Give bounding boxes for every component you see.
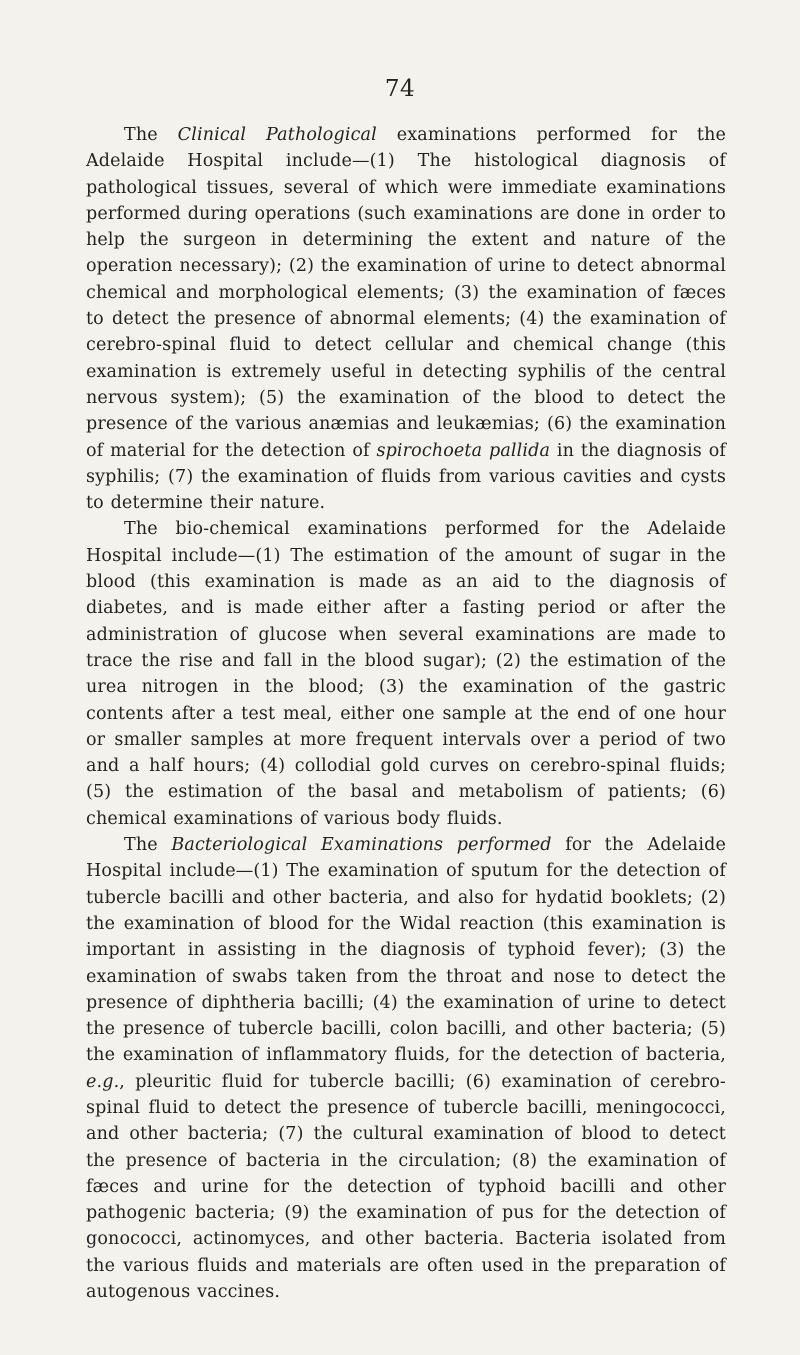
text-segment: The bio-chemical examinations performed for the Adelaide Hospital include—(1) The estimation of the amount of sugar in the blood (this examination is made as an aid to the diagnosis of diabetes, and is made either after a fasting period or after the administration of glucose when several examinations are made to trace the rise and fall in the blood sugar); (2) the estimation of the urea nitrogen in the blood; (3) the examination of the gastric contents after a test meal, either one sample at the end of one hour or smaller samples at more frequent intervals over a period of two and a half hours; (4) collodial gold curves on cerebro-spinal fluids; (5) the estimation of the basal and metabolism of patients; (6) chemical examinations of various body fluids. (86, 519, 726, 829)
italic-text-segment: e.g. (86, 1071, 120, 1092)
page-number: 74 (384, 76, 416, 102)
italic-text-segment: Bacteriological Examinations performed (171, 835, 552, 856)
paragraph-bio-chemical (86, 516, 726, 832)
paragraph-clinical-pathological (86, 122, 726, 516)
text-segment: for the Adelaide Hospital include—(1) The examination of sputum for the detection of tubercle bacilli and other bacteria, and also for hydatid booklets; (2) the examination of blood for the Widal reaction (this examination is important in assisting in the diagnosis of typhoid fever); (3) the examination of swabs taken from the throat and nose to detect the presence of diphtheria bacilli; (4) the examination of urine to detect the presence of tubercle bacilli, colon bacilli, and other bacteria; (5) the examination of inflammatory fluids, for the detection of bacteria, (86, 835, 726, 1066)
body-text (86, 122, 726, 1305)
text-segment: in the diagnosis of syphilis; (7) the examination of fluids from various cavities and cysts to determine their nature. (86, 440, 727, 514)
paragraph-bacteriological (86, 832, 726, 1305)
text-segment: The (124, 835, 172, 856)
text-segment: , pleuritic fluid for tubercle bacilli; (6) examination of cerebro-spinal fluid to detect the presence of tubercle bacilli, meningococci, and other bacteria; (7) the cultural examination of blood to detect the presence of bacteria in the circulation; (8) the examination of fæces and urine for the detection of typhoid bacilli and other pathogenic bacteria; (9) the examination of pus for the detection of gonococci, actinomyces, and other bacteria. Bacteria isolated from the various fluids and materials are often used in the preparation of autogenous vaccines. (86, 1071, 726, 1303)
text-segment: examinations performed for the Adelaide Hospital include—(1) The histological diagnosis of pathological tissues, several of which were immediate examinations performed during operations (such examinations are done in order to help the surgeon in determining the extent and nature of the operation necessary); (2) the examination of urine to detect abnormal chemical and morphological elements; (3) the examination of fæces to detect the presence of abnormal elements; (4) the examination of cerebro-spinal fluid to detect cellular and chemical change (this examination is extremely useful in detecting syphilis of the central nervous system); (5) the examination of the blood to detect the presence of the various anæmias and leukæmias; (6) the examination of material for the detection of (86, 125, 726, 461)
italic-text-segment: Clinical Pathological (177, 125, 377, 145)
text-segment: The (124, 125, 178, 145)
italic-text-segment: spirochoeta pallida (376, 440, 551, 461)
